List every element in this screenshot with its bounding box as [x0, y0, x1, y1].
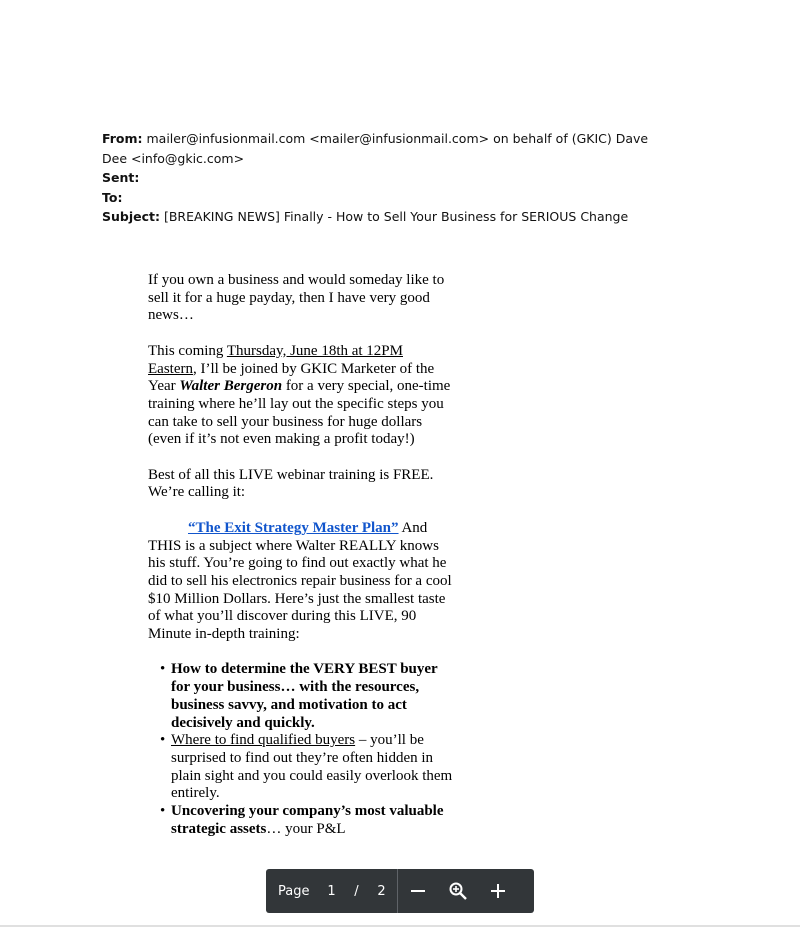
benefits-list [148, 661, 453, 838]
zoom-out-button[interactable] [398, 869, 438, 913]
subject-value: [BREAKING NEWS] Finally - How to Sell Your Business for SERIOUS Change [163, 209, 629, 224]
page-separator: / [354, 883, 359, 899]
webinar-date: Thursday, June 18th at 12PM Eastern [148, 342, 403, 377]
webinar-paragraph [148, 343, 453, 449]
webinar-text-a: This coming [148, 342, 227, 359]
sent-line [102, 168, 662, 188]
zoom-in-icon [489, 882, 507, 900]
list-item [171, 661, 453, 732]
bullet-1-text: How to determine the VERY BEST buyer for your business… with the resources, business savvy, and motivation to act decisively and quickly. [171, 661, 438, 731]
bullet-3-bold: Uncovering your company’s most valuable strategic assets [171, 803, 444, 837]
bullet-2-underlined: Where to find qualified buyers [171, 732, 356, 749]
from-line [102, 129, 662, 168]
to-line [102, 188, 662, 208]
webinar-title-link[interactable]: “The Exit Strategy Master Plan” [188, 519, 399, 536]
page-label: Page [278, 883, 310, 899]
current-page-input[interactable]: 1 [327, 883, 336, 899]
fit-page-button[interactable] [438, 869, 478, 913]
sent-label: Sent: [102, 170, 140, 185]
zoom-fit-icon [448, 881, 468, 901]
intro-paragraph: If you own a business and would someday like to sell it for a huge payday, then I have very good news… [148, 272, 445, 324]
from-value: mailer@infusionmail.com <mailer@infusionmail.com> on behalf of (GKIC) Dave Dee <info@gkic.com> [102, 131, 649, 166]
pdf-toolbar [266, 869, 534, 913]
list-item [171, 803, 453, 838]
webinar-text-c: for a very special, one-time training where he’ll lay out the specific steps you can take to sell your business for huge dollars (even if it’s not even making a profit today!) [148, 378, 451, 448]
to-label: To: [102, 189, 123, 205]
subject-label: Subject: [102, 209, 160, 224]
presenter-name: Walter Bergeron [179, 378, 283, 395]
free-paragraph: Best of all this LIVE webinar training is FREE. We’re calling it: [148, 466, 434, 501]
bullet-3-text: … your P&L [266, 820, 346, 837]
email-body [148, 272, 453, 838]
list-item [171, 732, 453, 803]
title-paragraph [148, 520, 453, 644]
zoom-in-button[interactable] [478, 869, 518, 913]
bullet-2-text: – you’ll be surprised to find out they’re often hidden in plain sight and you could easily overlook them entirely. [171, 732, 453, 802]
title-paragraph-rest: And THIS is a subject where Walter REALLY knows his stuff. You’re going to find out exactly what he did to sell his electronics repair business for a cool $10 Million Dollars. Here’s just the smallest taste of what you’ll discover during this LIVE, 90 Minute in-depth training: [148, 519, 452, 643]
webinar-text-b: , I’ll be joined by GKIC Marketer of the Year [148, 360, 435, 395]
from-label: From: [102, 131, 143, 146]
total-pages: 2 [377, 883, 386, 899]
zoom-out-icon [409, 882, 427, 900]
page-indicator [266, 869, 397, 913]
subject-line [102, 207, 662, 227]
email-header [102, 129, 662, 227]
